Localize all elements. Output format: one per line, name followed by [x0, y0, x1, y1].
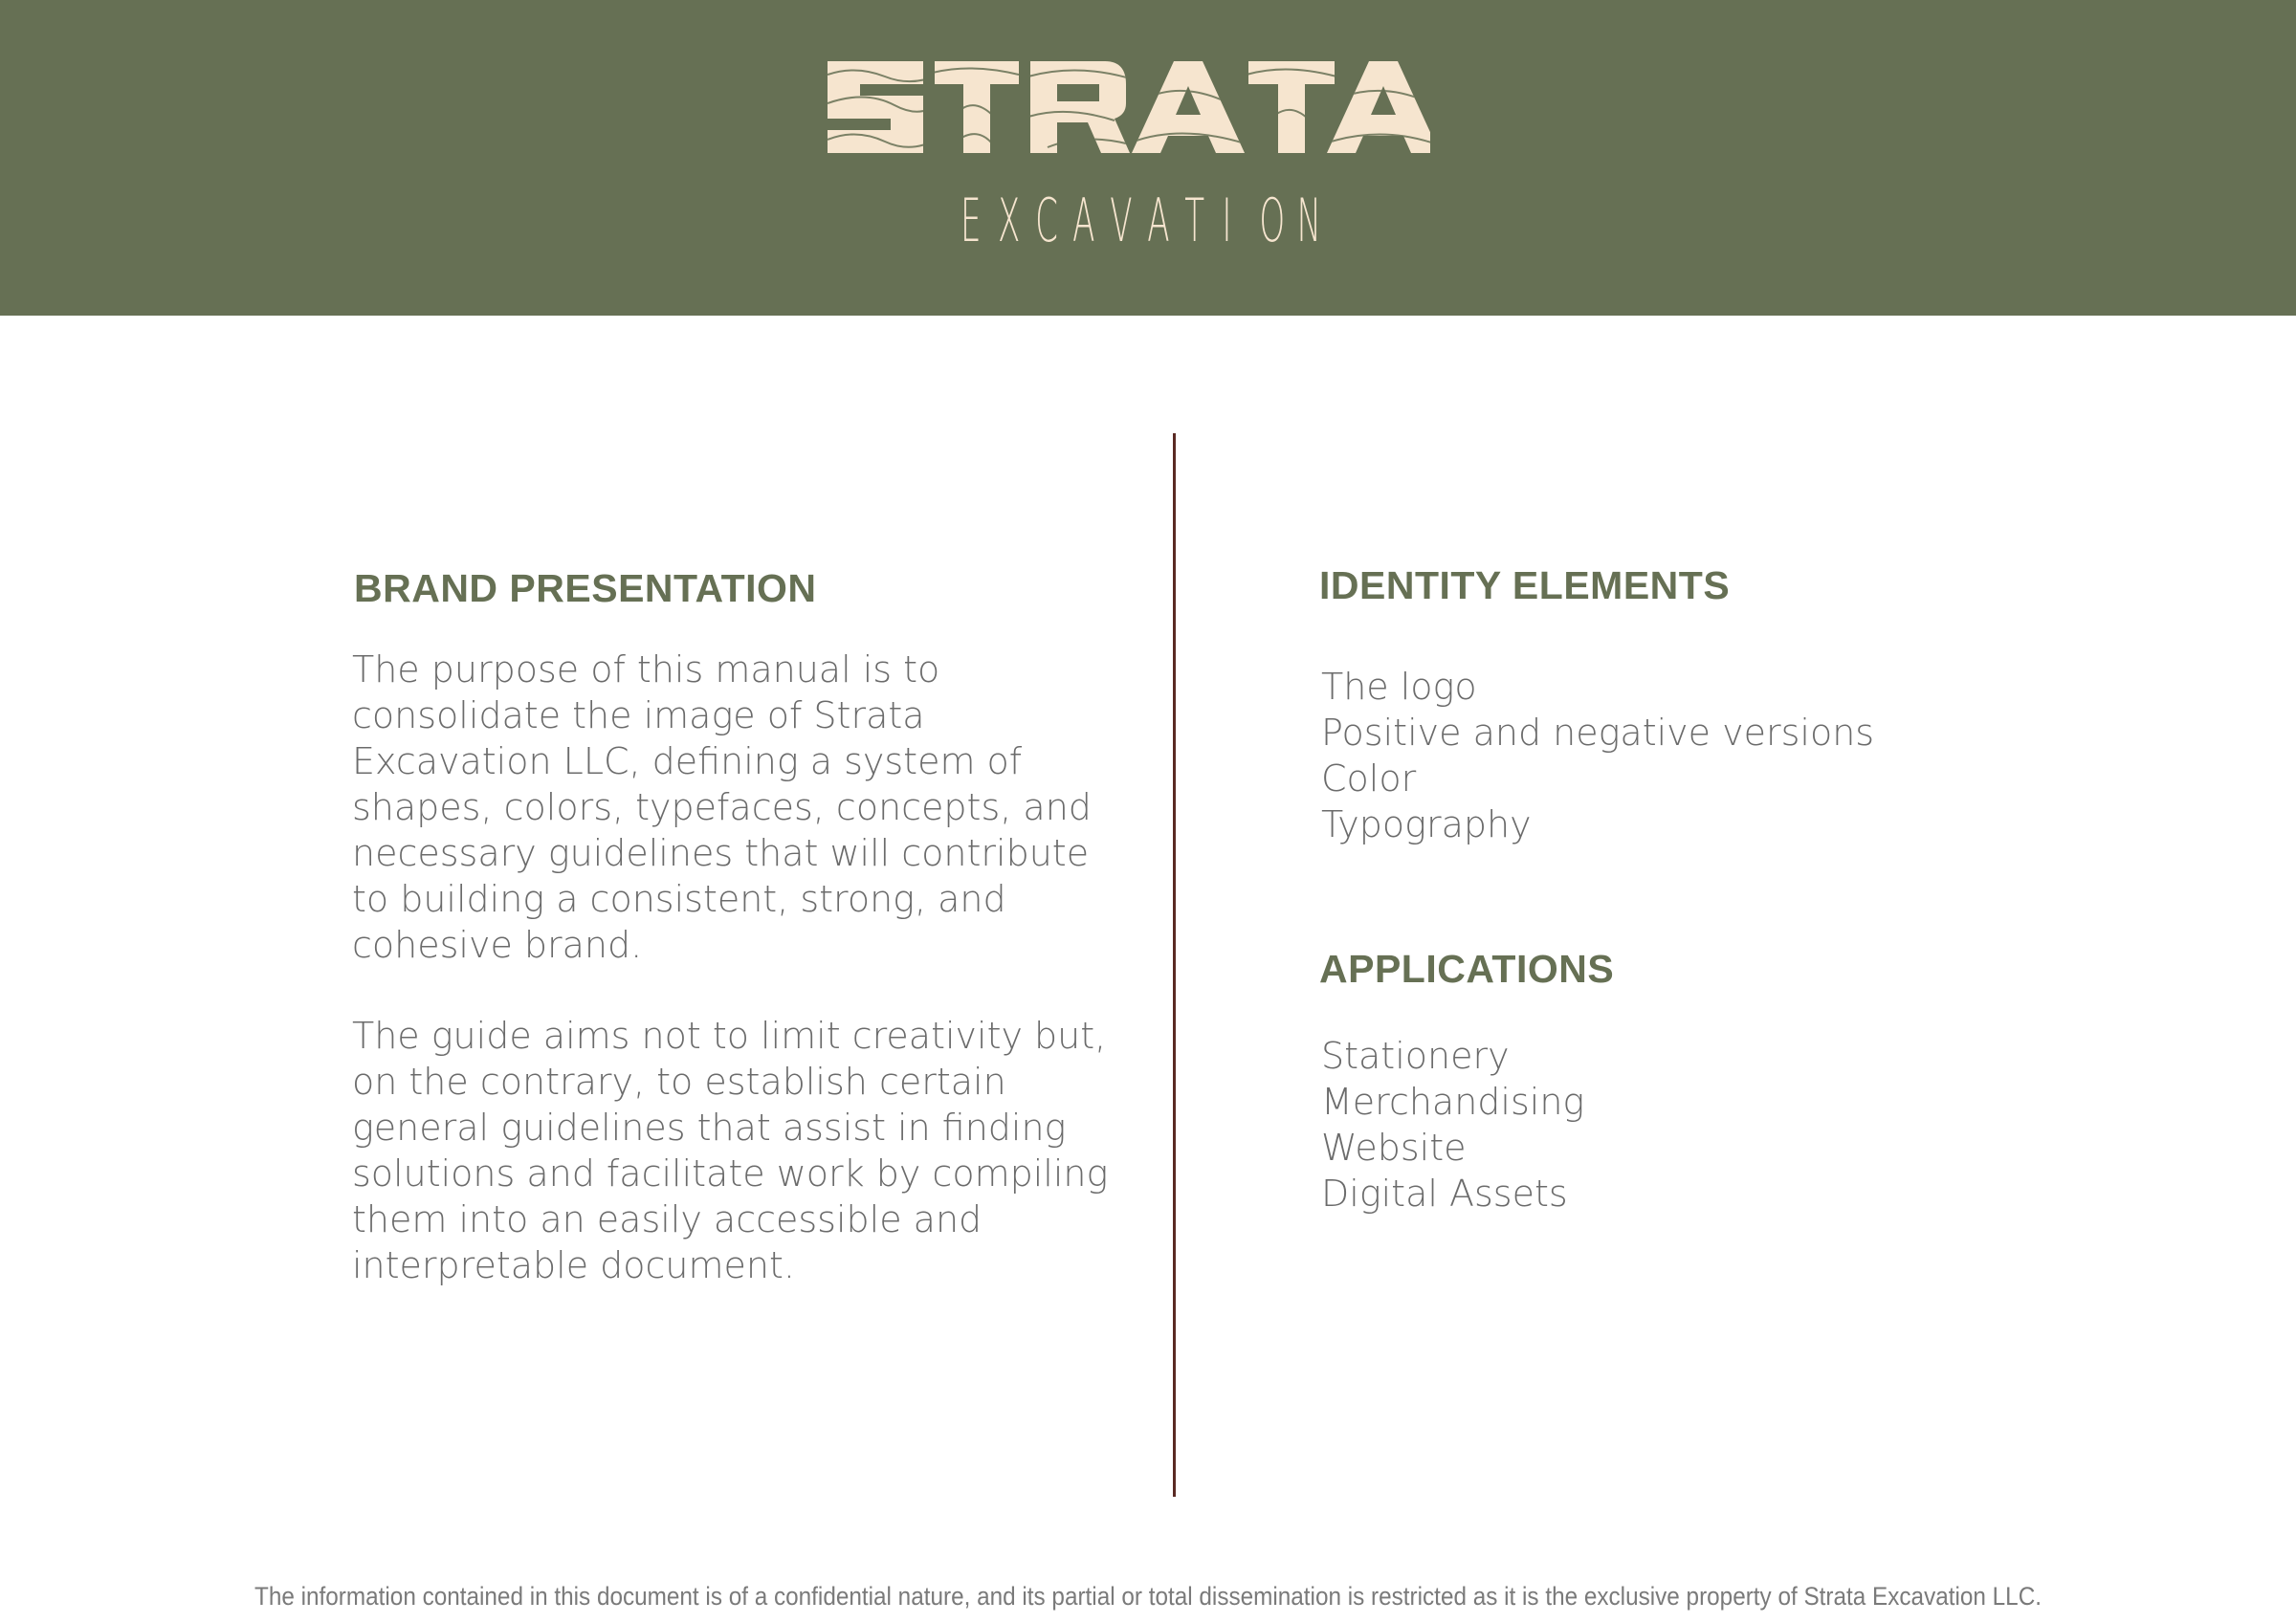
paragraph-line: Excavation LLC, defining a system of	[352, 740, 1023, 782]
logo-sub-letter: O	[1259, 185, 1286, 255]
identity-elements-list	[1321, 664, 1874, 847]
identity-elements-heading: IDENTITY ELEMENTS	[1319, 563, 1731, 607]
paragraph-line: general guidelines that assist in finding	[352, 1107, 1067, 1149]
list-item: Color	[1321, 757, 1417, 800]
excavation-logo-subtitle	[960, 182, 1321, 258]
logo-sub-letter: X	[998, 185, 1021, 255]
list-item: The logo	[1321, 666, 1477, 708]
paragraph-line: solutions and facilitate work by compiling	[352, 1152, 1109, 1195]
logo-sub-letter: C	[1035, 185, 1058, 255]
paragraph-line: to building a consistent, strong, and	[352, 878, 1006, 920]
paragraph-line: them into an easily accessible and	[352, 1198, 982, 1240]
logo-sub-letter: N	[1296, 185, 1321, 255]
applications-heading: APPLICATIONS	[1319, 947, 1615, 991]
paragraph-line: The guide aims not to limit creativity but,	[352, 1015, 1107, 1057]
column-divider	[1173, 433, 1176, 1497]
logo-sub-letter: E	[960, 185, 982, 255]
paragraph-line: necessary guidelines that will contribute	[352, 832, 1090, 874]
list-item: Positive and negative versions	[1321, 712, 1875, 754]
paragraph-line: The purpose of this manual is to	[352, 648, 940, 691]
list-item: Typography	[1321, 803, 1532, 845]
list-item: Digital Assets	[1321, 1173, 1568, 1215]
list-item: Website	[1321, 1127, 1467, 1169]
logo-sub-letter: V	[1110, 185, 1133, 255]
strata-logo-wordmark	[828, 61, 1430, 153]
logo-sub-letter: I	[1222, 185, 1232, 255]
paragraph-line: shapes, colors, typefaces, concepts, and	[352, 786, 1092, 828]
brand-presentation-paragraph-2	[352, 1013, 1108, 1288]
brand-presentation-paragraph-1	[352, 647, 1092, 968]
paragraph-line: interpretable document.	[352, 1244, 795, 1286]
confidentiality-note: The information contained in this document is of a confidential nature, and its partial or total dissemination is restricted as it is the exclusive property of Strata Excavation LLC.	[254, 1582, 2042, 1611]
paragraph-line: cohesive brand.	[352, 924, 643, 966]
paragraph-line: on the contrary, to establish certain	[352, 1061, 1006, 1103]
logo-sub-letter: T	[1184, 185, 1205, 255]
logo-sub-letter: A	[1147, 185, 1170, 255]
header-band	[0, 0, 2296, 316]
brand-presentation-heading: BRAND PRESENTATION	[354, 566, 817, 610]
applications-list	[1321, 1033, 1584, 1217]
list-item: Stationery	[1321, 1035, 1510, 1077]
list-item: Merchandising	[1321, 1081, 1585, 1123]
logo-sub-letter: A	[1072, 185, 1095, 255]
paragraph-line: consolidate the image of Strata	[352, 694, 925, 736]
